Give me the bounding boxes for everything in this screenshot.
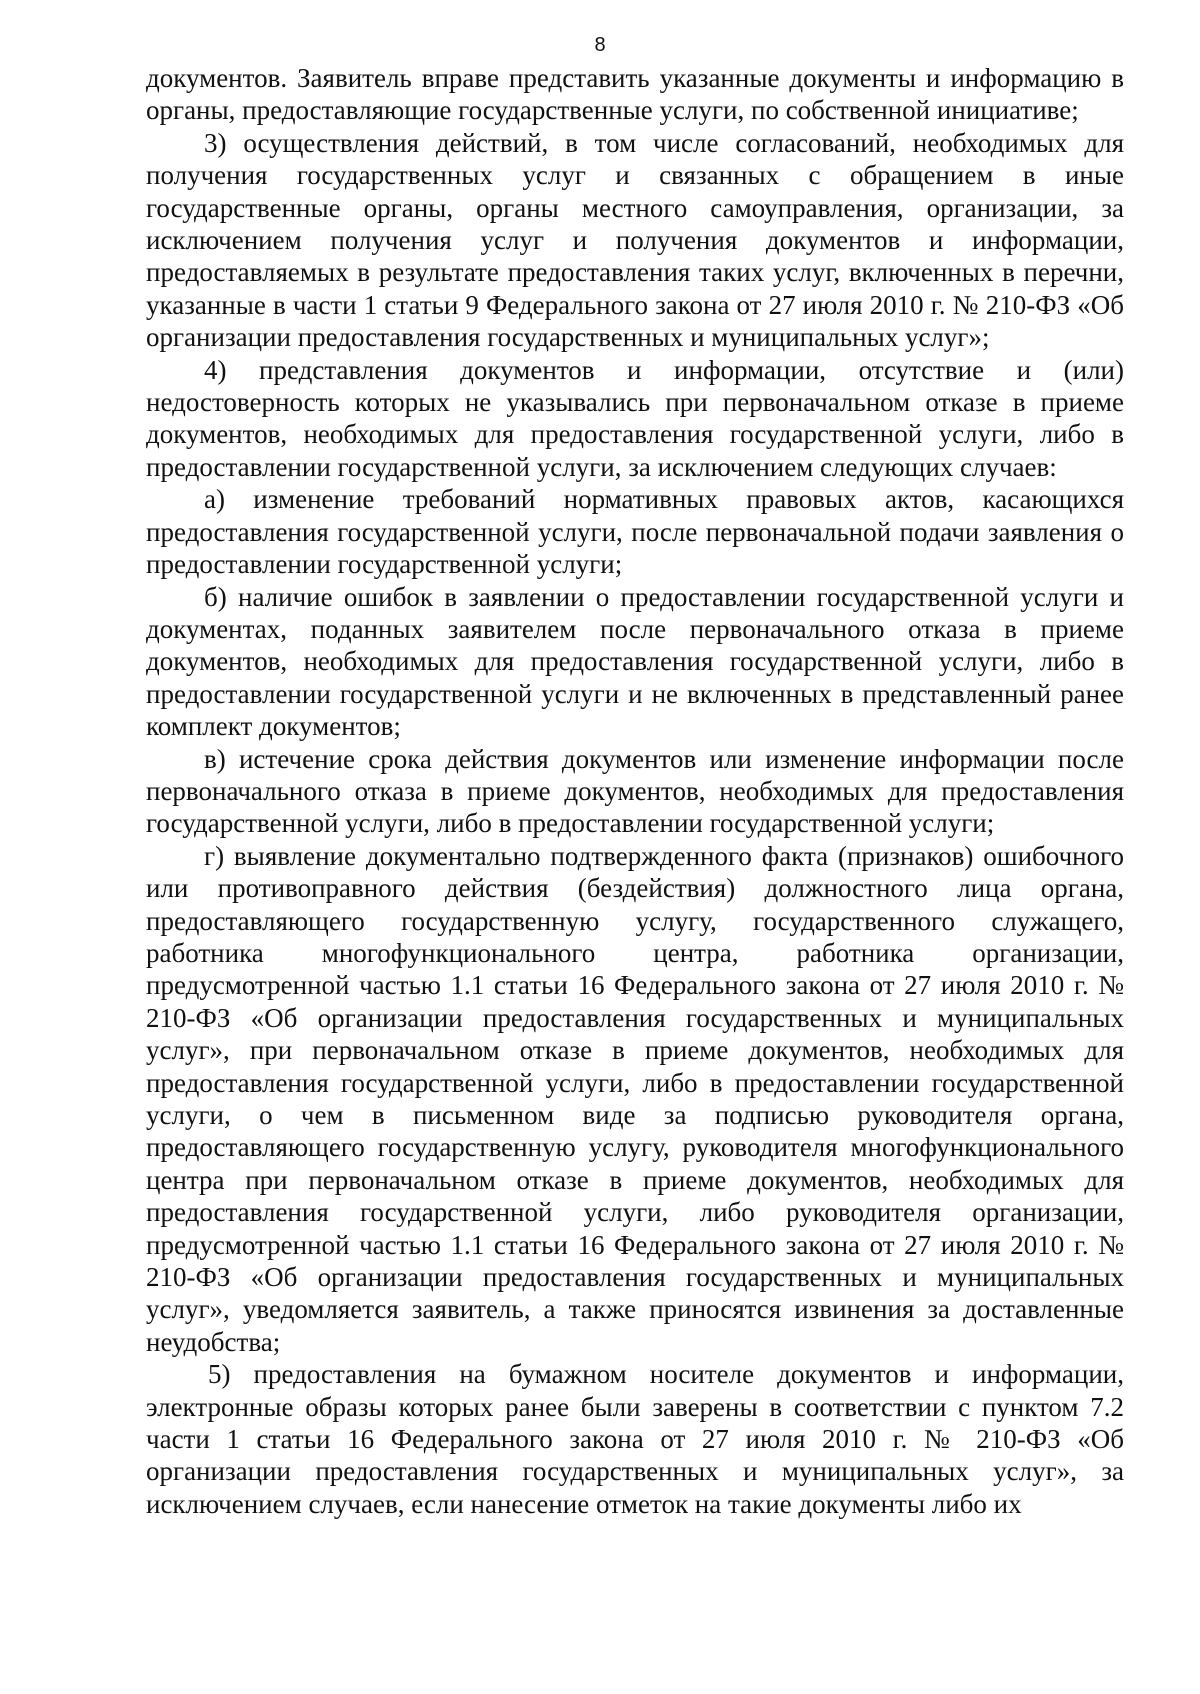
- page-number: 8: [594, 34, 606, 56]
- paragraph-subitem-b: б) наличие ошибок в заявлении о предоставлении государственной услуги и документах, поданных заявителем после первоначального отказа в приеме документов, необходимых для предоставления государственной услуги, либо в предоставлении государственной услуги и не включенных в представленный ранее комплект документов;: [146, 581, 1124, 742]
- paragraph-subitem-a: а) изменение требований нормативных правовых актов, касающихся предоставления государственной услуги, после первоначальной подачи заявления о предоставлении государственной услуги;: [146, 484, 1124, 580]
- paragraph-subitem-g: г) выявление документально подтвержденного факта (признаков) ошибочного или противоправного действия (бездействия) должностного лица органа, предоставляющего государственную услугу, государственного служащего, работника многофункционального центра, работника организации, предусмотренной частью 1.1 статьи 16 Федерального закона от 27 июля 2010 г. № 210-ФЗ «Об организации предоставления государственных и муниципальных услуг», при первоначальном отказе в приеме документов, необходимых для предоставления государственной услуги, либо в предоставлении государственной услуги, о чем в письменном виде за подписью руководителя органа, предоставляющего государственную услугу, руководителя многофункционального центра при первоначальном отказе в приеме документов, необходимых для предоставления государственной услуги, либо руководителя организации, предусмотренной частью 1.1 статьи 16 Федерального закона от 27 июля 2010 г. № 210-ФЗ «Об организации предоставления государственных и муниципальных услуг», уведомляется заявитель, а также приносятся извинения за доставленные неудобства;: [146, 840, 1124, 1357]
- paragraph-item-4: 4) представления документов и информации, отсутствие и (или) недостоверность которых не указывались при первоначальном отказе в приеме документов, необходимых для предоставления государственной услуги, либо в предоставлении государственной услуги, за исключением следующих случаев:: [146, 354, 1124, 482]
- paragraph-continuation: документов. Заявитель вправе представить указанные документы и информацию в органы, предоставляющие государственные услуги, по собственной инициативе;: [146, 63, 1124, 126]
- paragraph-subitem-v: в) истечение срока действия документов или изменение информации после первоначального отказа в приеме документов, необходимых для предоставления государственной услуги, либо в предоставлении государственной услуги;: [146, 743, 1124, 839]
- document-body: [146, 62, 1124, 1520]
- paragraph-item-3: 3) осуществления действий, в том числе согласований, необходимых для получения государственных услуг и связанных с обращением в иные государственные органы, органы местного самоуправления, организации, за исключением получения услуг и получения документов и информации, предоставляемых в результате предоставления таких услуг, включенных в перечни, указанные в части 1 статьи 9 Федерального закона от 27 июля 2010 г. № 210-ФЗ «Об организации предоставления государственных и муниципальных услуг»;: [146, 127, 1124, 353]
- paragraph-item-5: 5) предоставления на бумажном носителе документов и информации, электронные образы которых ранее были заверены в соответствии с пунктом 7.2 части 1 статьи 16 Федерального закона от 27 июля 2010 г. № 210-ФЗ «Об организации предоставления государственных и муниципальных услуг», за исключением случаев, если нанесение отметок на такие документы либо их: [146, 1359, 1124, 1519]
